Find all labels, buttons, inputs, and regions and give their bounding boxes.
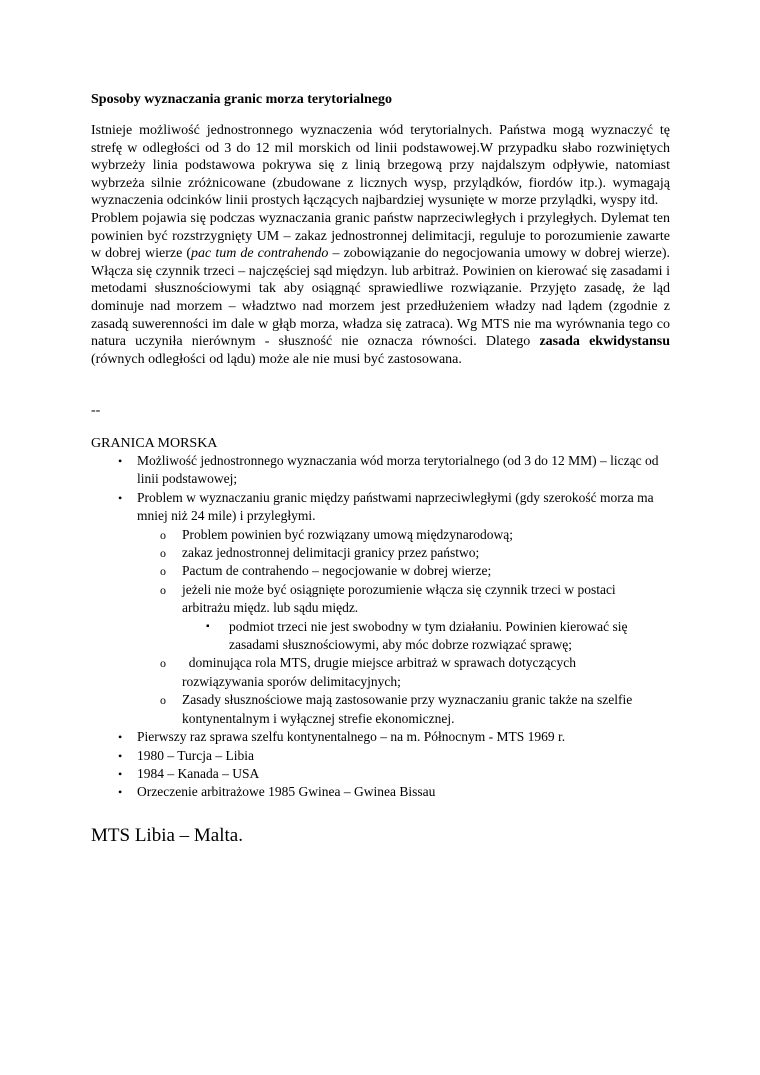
paragraph-2-text-b: – zobowiązanie do negocjowania umowy w dobrej wierze). Włącza się czynnik trzeci – najczęściej sąd międzyn. lub arbitraż. Powinien on kierować się zasadami i metodami słusznościowymi tak aby osiągnąć sprawiedliwe rozwiązanie. Przyjęto zasadę, że ląd dominuje nad morzem – władztwo nad morzem jest przedłużeniem władzy nad lądem (zgodnie z zasadą suwerenności im dale w głąb morza, władza się zatraca). Wg MTS nie ma wyrównania tego co natura uczyniła nierównym - słuszność nie oznacza równości. Dlatego xyxy=(91,246,671,350)
sub-list-item xyxy=(0,691,648,728)
paragraph-1: Istnieje możliwość jednostronnego wyznaczenia wód terytorialnych. Państwa mogą wyznaczyć tę strefę w odległości od 3 do 12 mil morskich od linii podstawowej.W przypadku słabo rozwiniętych wybrzeży linia podstawowa pokrywa się z linią brzegową przy najdalszym odpływie, natomiast wybrzeża silnie zróżnicowane (zbudowane z licznych wysp, przylądków, fiordów itp.). wymagają wyznaczenia odcinków linii prostych łączących najbardziej wysunięte w morze przylądki, wyspy itd. xyxy=(91,123,670,209)
sub-list-item-text: zakaz jednostronnej delimitacji granicy przez państwo; xyxy=(182,545,480,561)
bullet-marker: • xyxy=(118,766,123,781)
paragraph-2-italic: pac tum de contrahendo xyxy=(191,246,329,262)
paragraph-2-text-c: (równych odległości od lądu) może ale nie musi być zastosowana. xyxy=(91,351,462,367)
list-item xyxy=(0,452,672,489)
circle-marker: o xyxy=(160,527,166,542)
circle-marker: o xyxy=(160,693,166,708)
list-item xyxy=(0,765,672,783)
separator: -- xyxy=(91,403,101,418)
list-item-text: 1980 – Turcja – Libia xyxy=(137,747,254,763)
list-item xyxy=(0,783,672,801)
list-item-text: 1984 – Kanada – USA xyxy=(137,765,260,781)
square-marker: ▪ xyxy=(206,620,210,632)
list-item xyxy=(0,747,672,765)
sub-list-item xyxy=(0,581,648,618)
bullet-marker: • xyxy=(118,454,123,468)
list-item-text: Pierwszy raz sprawa szelfu kontynentalnego – na m. Północnym - MTS 1969 r. xyxy=(137,729,566,745)
final-heading: MTS Libia – Malta. xyxy=(91,825,243,846)
sub-list-item xyxy=(0,654,648,691)
sub-sub-list-item xyxy=(0,618,649,655)
bullet-marker: • xyxy=(118,748,123,763)
section-title: GRANICA MORSKA xyxy=(91,436,218,451)
circle-marker: o xyxy=(160,582,166,597)
list-item xyxy=(0,489,672,526)
paragraph-2-text-a: Problem pojawia się podczas wyznaczania granic państw naprzeciwległych i przyległych. Dylemat ten powinien być rozstrzygnięty UM – zakaz jednostronnej delimitacji, reguluje to porozumienie zawarte w dobrej wierze ( xyxy=(91,210,670,262)
list-item-text: Problem w wyznaczaniu granic między państwami naprzeciwległymi (gdy szerokość morza ma mniej niż 24 mile) i przyległymi. xyxy=(137,489,654,524)
sub-list-item xyxy=(0,562,648,580)
sub-list-item xyxy=(0,544,648,562)
list-item-text: Możliwość jednostronnego wyznaczania wód morza terytorialnego (od 3 do 12 MM) – licząc od linii podstawowej; xyxy=(137,453,659,487)
sub-list-item-text: Pactum de contrahendo – negocjowanie w dobrej wierze; xyxy=(182,563,492,579)
intro-paragraph xyxy=(91,122,670,368)
sub-list-item xyxy=(0,526,648,544)
bullet-marker: • xyxy=(118,730,123,745)
sub-sub-list-item-text: podmiot trzeci nie jest swobodny w tym działaniu. Powinien kierować się zasadami słusznościowymi, aby móc dobrze rozwiązać sprawę; xyxy=(229,618,628,653)
paragraph-2-bold: zasada ekwidystansu xyxy=(539,334,670,350)
bullet-marker: • xyxy=(118,785,123,800)
paragraph-2 xyxy=(91,210,670,368)
sub-list-item-text: Problem powinien być rozwiązany umową międzynarodową; xyxy=(182,526,514,542)
sub-list-item-text: jeżeli nie może być osiągnięte porozumienie włącza się czynnik trzeci w postaci arbitrażu międz. lub sądu międz. xyxy=(182,581,616,616)
circle-marker: o xyxy=(160,546,166,561)
list-item-text: Orzeczenie arbitrażowe 1985 Gwinea – Gwinea Bissau xyxy=(137,784,436,800)
document-title: Sposoby wyznaczania granic morza terytorialnego xyxy=(91,92,392,107)
circle-marker: o xyxy=(160,656,166,671)
circle-marker: o xyxy=(160,564,166,579)
sub-list-item-text: Zasady słusznościowe mają zastosowanie przy wyznaczaniu granic także na szelfie kontynentalnym i wyłącznej strefie ekonomicznej. xyxy=(182,692,633,726)
sub-list-item-text: dominująca rola MTS, drugie miejsce arbitraż w sprawach dotyczących rozwiązywania sporów delimitacyjnych; xyxy=(182,655,580,689)
bullet-list xyxy=(0,452,760,802)
list-item xyxy=(0,728,672,746)
bullet-marker: • xyxy=(118,490,123,505)
